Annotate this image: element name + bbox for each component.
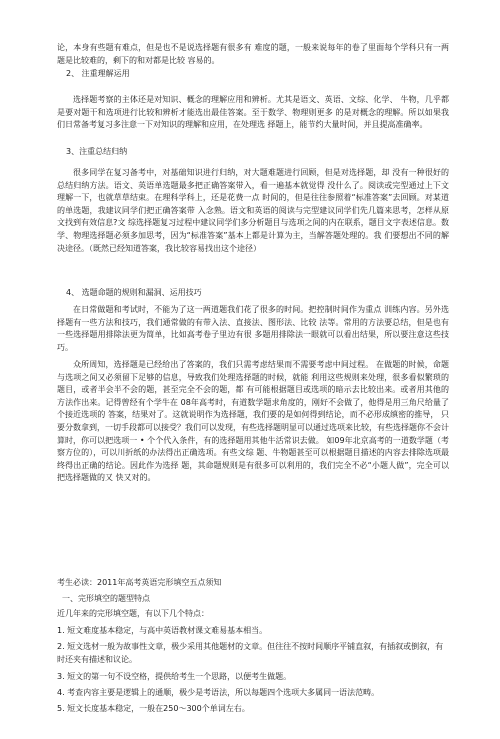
heading-2: 2、 注重理解运用 [66, 69, 130, 78]
paragraph-1: 论，本身有些题有难点，但是也不是说选择题有很多有 难度的题，一般来说每年的卷了里面每个学科只有一两题是比较难的，剩下的和对都是比较 容易的。 [57, 43, 449, 65]
paragraph-2: 选择题考察的主体还是对知识、概念的理解应用和辨析。尤其是语文、英语、文综、化学、 牛物，几乎都是要对题干和选项进行比较和辨析才能选出最佳答案。至于数学、物理则更多 的是对概念的理解。所以如果我们日常备考复习多注意一下对知识的理解和应用，在处理选 择题上，能节约大量时间，并且提高准确率。 [57, 95, 449, 130]
paragraph-5: 众所周知，选择题是已经给出了答案的，我们只需考虑结果而不需要考虑中间过程。 在做题的时候，命题与选项之间又必须留下足够的信息，导致我们处理选择题的时候，就能 利用这些规则来处理，很多看似繁琐的题目，或者半会半不会的题，甚至完全不会的题，都 有可能根据题目或选项的暗示去比较出来。或者用其他的方法作出来。记得曾经有个学牛在 08年高考时，有道数学题求角度的，刚好不会做了，他得是用三角尺给量了个接近选项的 答案，结果对了。这就说明作为选择题，我们要的是如何得到结论，而不必形成缜密的推导， 只要分数拿到，一切手段都可以接受？我们可以发现，有些选择题明显可以通过选项来比较，有些选择题你不会计算时，你可以把选项一 • 个个代入条件，有的选择题用其他牛活常识去做。 如09年北京高考的一道数学题（考察方位的），可以川折纸的办法得出正确选项。有些文综 题、牛物题甚至可以根据题目描述的内容去排除选项最终得出正确的结论。因此作为选择 题，其命题规则是有很多可以利用的，我们完全不必“小题人做”，完全可以把选择题做的又 快又对的。 [57, 360, 449, 483]
paragraph-4: 在日常做题和考试时，不能为了这一两道题我们花了很多的时间。把控制时间作为重点 训练内容。另外选择题有一些方法和技巧，我们通常做的有带入法、直接法、图形法、比较 法等。常用的方法要总结，但是也有一些选择题用排除法更为简单，比如高考卷子里边有很 多题用排除法一眼就可以看出结果，所以要注意这些技巧。 [57, 305, 449, 352]
list-item: 3. 短文的第一句不设空格，提供给考生一个思路，以便考生做题。 [57, 672, 292, 681]
list-item: 1. 短文难度基本稳定，与高中英语教材课文难易基本相当。 [57, 626, 268, 635]
list-item: 4. 考查内容主要是逻辑上的通顺，极少是考语法，所以每题四个选项大多属同一语法范畴。 [57, 688, 380, 697]
subsection-heading: 一、完形填空的题型特点 [62, 594, 150, 603]
section-title: 考生必读：2011年高考英语完形填空五点须知 [57, 578, 222, 587]
intro-line: 近几年来的完形填空题，有以下几个特点： [57, 609, 209, 618]
list-item: 5. 短文长度基本稳定，一般在250～300个单词左右。 [57, 704, 250, 713]
heading-4: 4、 选题命题的规则和漏洞、运用技巧 [66, 288, 202, 297]
heading-3: 3、注重总结归纳 [66, 147, 128, 156]
paragraph-3: 很多同学在复习备考中，对基础知识进行归纳，对大题难题进行回顾，但是对选择题，却 没有一种很好的总结归纳方法。语文、英语单选题最多把正确答案带入，看一遍基本就觉得 没什么了。阅读或完型通过上下文理解一下，也就草草结束。在理科学科上，还是花费一点 时间的，但是往往参照着“标准答案”去回顾。对某道的单选题，我建议同学们把正确答案带 入念熟。语文和英语的阅读与完型建议同学们先几篇来思考，怎样从原文找到有效信息?文 综选择题复习过程中建议同学们多分析题目与选项之间的内在联系，题目文字表述信息。数 学、物理选择题必须多加思考，因为“标准答案”基本上都是计算为主，当解答题处理的。我 们要想出不同的解决途径。（既然已经知道答案，我比较容易找出这个途径） [57, 168, 449, 253]
list-item: 2. 短文选材一般为故事性文章，极少采用其他题材的文章。但往往不按时间顺序平铺直叙，有插叙或倒叙，有时还夹有描述和议论。 [57, 642, 444, 664]
